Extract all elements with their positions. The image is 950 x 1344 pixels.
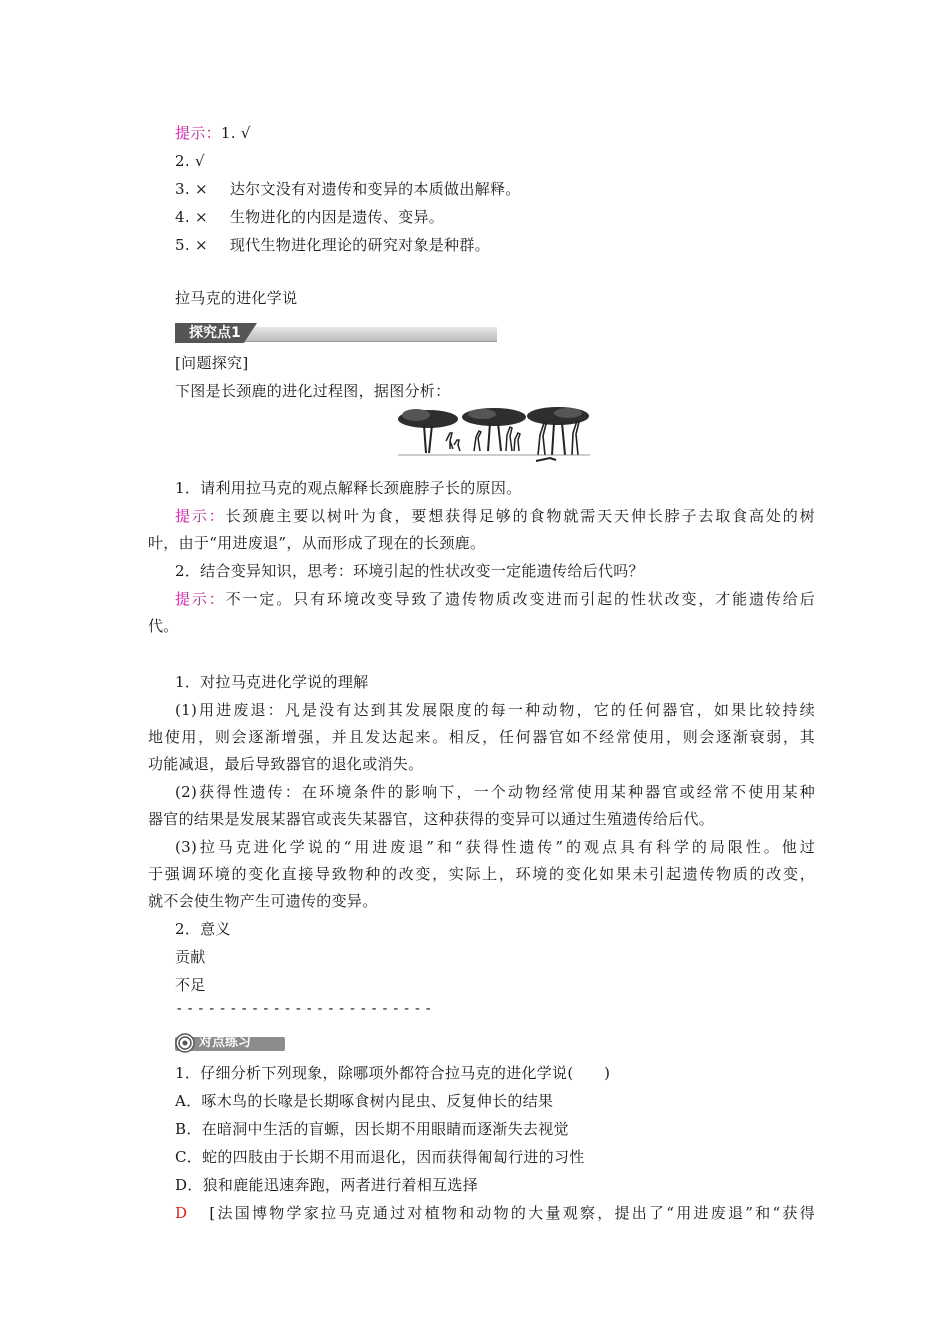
hint-explanation-3: 达尔文没有对遗传和变异的本质做出解释。	[229, 180, 521, 198]
answer-2-line-2: 代。	[148, 617, 179, 635]
paragraph-1-line-2: 地使用，则会逐渐增强，并且发达起来。相反，任何器官如不经常使用，则会逐渐衰弱，其	[148, 728, 815, 746]
hint-line-1	[175, 123, 251, 143]
paragraph-3-line-2: 于强调环境的变化直接导致物种的改变，实际上，环境的变化如果未引起遗传物质的改变，	[148, 865, 815, 883]
hint-line-5	[175, 235, 490, 255]
giraffe-evolution-illustration	[398, 405, 590, 467]
paragraph-2-line-2: 器官的结果是发展某器官或丧失某器官，这种获得的变异可以通过生殖遗传给后代。	[148, 810, 715, 828]
answer-1-line-2: 叶，由于“用进废退”，从而形成了现在的长颈鹿。	[148, 534, 486, 552]
hint-explanation-4: 生物进化的内因是遗传、变异。	[229, 208, 445, 226]
option-b: B．在暗洞中生活的盲螈，因长期不用眼睛而逐渐失去视觉	[175, 1120, 569, 1138]
hint-explanation-5: 现代生物进化理论的研究对象是种群。	[229, 236, 490, 254]
hint-answer-2: 2. √	[175, 152, 205, 170]
banner-label: 探究点1	[189, 325, 241, 341]
inquiry-banner	[175, 323, 497, 343]
explanation-text: [法国博物学家拉马克通过对植物和动物的大量观察，提出了“用进废退”和“获得	[209, 1204, 815, 1222]
paragraph-1-line-1: (1)用进废退：凡是没有达到其发展限度的每一种动物，它的任何器官，如果比较持续	[175, 701, 815, 719]
summary-heading-2: 2．意义	[175, 920, 231, 938]
practice-label: 对点练习	[199, 1035, 252, 1050]
hint-label: 提示：	[175, 590, 226, 608]
option-d: D．狼和鹿能迅速奔跑，两者进行着相互选择	[175, 1176, 479, 1194]
question-inquiry-label: [问题探究]	[175, 354, 249, 372]
hint-label: 提示：	[175, 507, 226, 525]
question-2: 2．结合变异知识，思考：环境引起的性状改变一定能遗传给后代吗？	[175, 562, 644, 580]
hint-answer-1: 1. √	[220, 124, 251, 142]
answer-2-line-1	[175, 589, 815, 609]
answer-1-text: 长颈鹿主要以树叶为食，要想获得足够的食物就需天天伸长脖子去取食高处的树	[225, 507, 815, 525]
paragraph-1-line-3: 功能减退，最后导致器官的退化或消失。	[148, 755, 424, 773]
summary-heading-1: 1．对拉马克进化学说的理解	[175, 673, 369, 691]
answer-2-text: 不一定。只有环境改变导致了遗传物质改变进而引起的性状改变，才能遗传给后	[225, 590, 815, 608]
contribution-label: 贡献	[175, 948, 206, 966]
option-a: A．啄木鸟的长喙是长期啄食树内昆虫、反复伸长的结果	[175, 1092, 554, 1110]
shortcoming-label: 不足	[175, 976, 206, 994]
paragraph-2-line-1: (2)获得性遗传：在环境条件的影响下，一个动物经常使用某种器官或经常不使用某种	[175, 783, 815, 801]
target-icon	[175, 1033, 195, 1053]
intro-text: 下图是长颈鹿的进化过程图，据图分析：	[175, 382, 451, 400]
hint-number-4: 4. ×	[175, 208, 208, 226]
hint-line-3	[175, 179, 521, 199]
dashed-divider: ------------------------	[175, 1001, 435, 1017]
hint-number-5: 5. ×	[175, 236, 208, 254]
paragraph-3-line-3: 就不会使生物产生可遗传的变异。	[148, 892, 378, 910]
practice-banner	[175, 1032, 495, 1054]
hint-line-4	[175, 207, 444, 227]
answer-1-line-1	[175, 506, 815, 526]
section-title: 拉马克的进化学说	[175, 289, 298, 307]
answer-letter: D	[175, 1204, 188, 1222]
answer-explanation	[175, 1203, 815, 1223]
option-c: C．蛇的四肢由于长期不用而退化，因而获得匍匐行进的习性	[175, 1148, 585, 1166]
hint-label: 提示：	[175, 124, 221, 142]
paragraph-3-line-1: (3)拉马克进化学说的“用进废退”和“获得性遗传”的观点具有科学的局限性。他过	[175, 838, 815, 856]
question-1: 1．请利用拉马克的观点解释长颈鹿脖子长的原因。	[175, 479, 522, 497]
exercise-question: 1．仔细分析下列现象，除哪项外都符合拉马克的进化学说( )	[175, 1064, 611, 1082]
hint-number-3: 3. ×	[175, 180, 208, 198]
